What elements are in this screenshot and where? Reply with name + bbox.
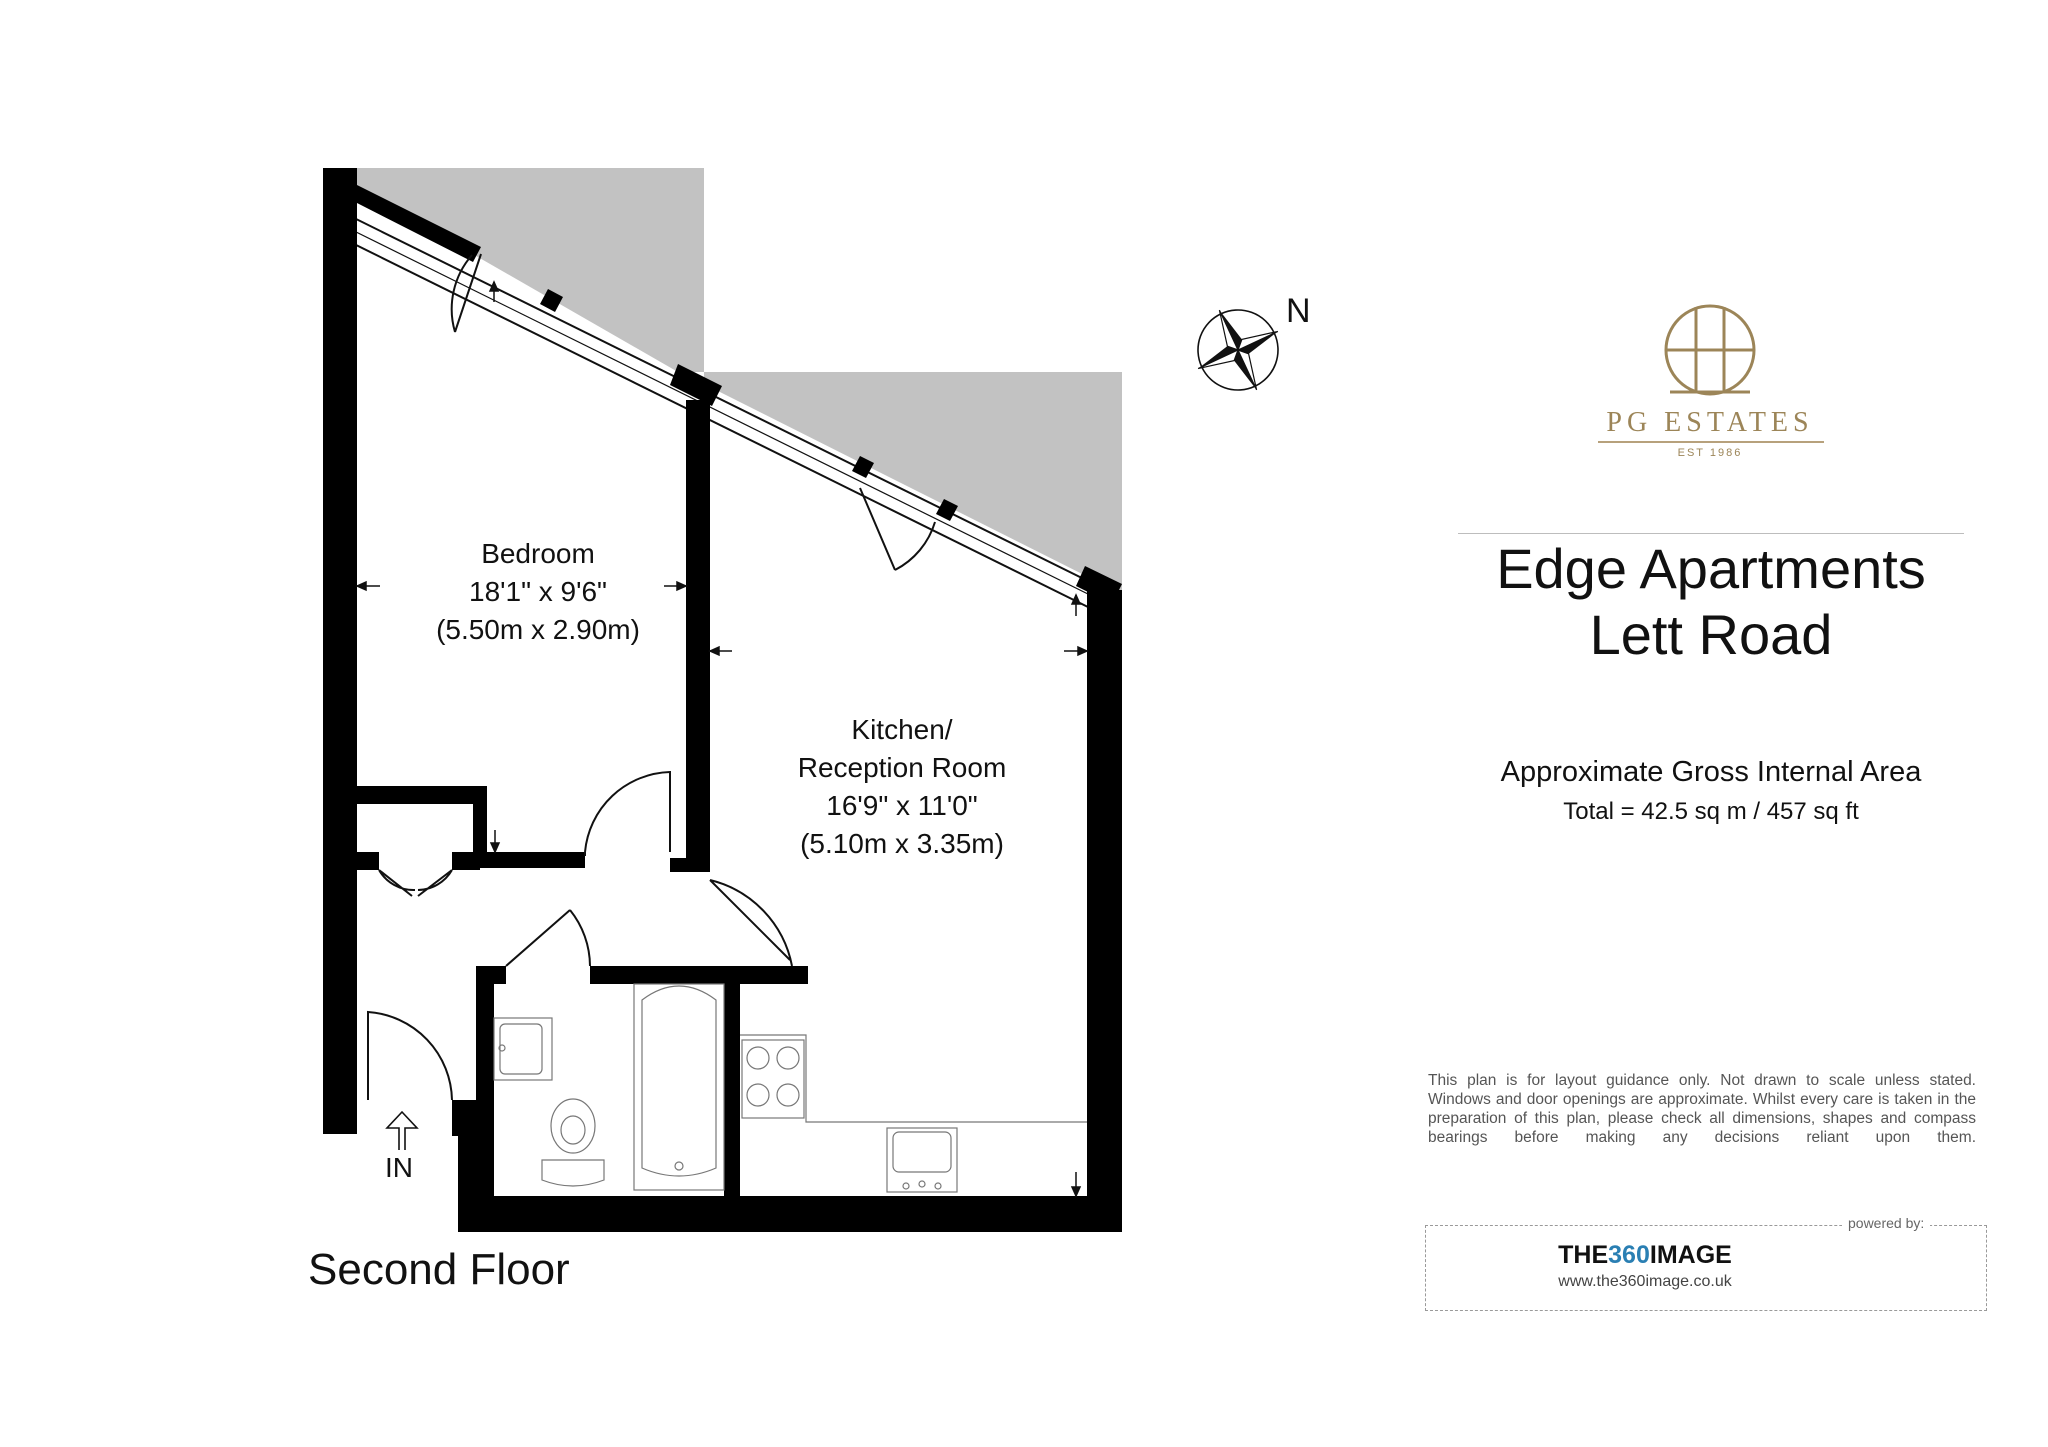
brand-established: EST 1986 [1677, 447, 1743, 459]
bedroom-door [585, 772, 670, 856]
brand-divider [1598, 441, 1824, 443]
east-wall [1087, 590, 1122, 1232]
walls [323, 168, 1122, 1232]
floor-label: Second Floor [308, 1245, 570, 1294]
partition-wall [686, 400, 710, 872]
kitchen-label [742, 711, 1062, 863]
bathroom-fittings [494, 984, 724, 1190]
south-wall [458, 1196, 1122, 1232]
area-heading: Approximate Gross Internal Area [1500, 756, 1922, 788]
entrance-jamb [452, 1100, 474, 1136]
bathroom-door [506, 910, 590, 966]
exterior-area-east [704, 372, 1122, 594]
cupboard-wall-top [357, 786, 487, 804]
property-title [1420, 536, 2002, 668]
toilet [551, 1099, 595, 1153]
powered-by-label: powered by: [1842, 1215, 1930, 1231]
bathroom-wall-right [724, 966, 740, 1216]
entrance-door [368, 1012, 452, 1100]
brand-prefix: THE [1558, 1241, 1609, 1269]
kitchen-size-metric: (5.10m x 3.35m) [800, 828, 1004, 859]
cupboard-door-right [418, 870, 452, 896]
kitchen-units [740, 1035, 1087, 1192]
kitchen-name-line2: Reception Room [797, 752, 1007, 783]
area-total: Total = 42.5 sq m / 457 sq ft [1563, 798, 1859, 825]
bedroom-size-metric: (5.50m x 2.90m) [436, 614, 640, 645]
kitchen-sink [887, 1128, 957, 1192]
hob [742, 1040, 804, 1118]
powered-by-brand [1425, 1241, 1865, 1270]
bedroom-label [388, 535, 688, 649]
powered-by-url: www.the360image.co.uk [1558, 1273, 1732, 1290]
brand-highlight: 360 [1608, 1241, 1650, 1269]
brand-logo-icon [1590, 300, 1830, 470]
kitchen-name-line1: Kitchen/ [851, 714, 953, 745]
bedroom-size-imperial: 18'1" x 9'6" [469, 576, 607, 607]
compass-rose [1180, 292, 1297, 409]
cupboard-door-left [379, 870, 415, 896]
disclaimer-text: This plan is for layout guidance only. Not drawn to scale unless stated. Windows and door openings are approximate. Whilst every care is taken in the preparation of this plan, please check all dimensions, shapes and compass bearings before making any decisions reliant upon them. [1428, 1072, 1976, 1146]
bathtub [634, 984, 724, 1190]
basin [494, 1018, 552, 1080]
property-title-line1: Edge Apartments [1496, 537, 1926, 600]
property-title-line2: Lett Road [1589, 603, 1833, 666]
title-divider [1458, 533, 1964, 534]
brand-suffix: IMAGE [1649, 1241, 1732, 1269]
north-label: N [1286, 292, 1311, 330]
bedroom-name: Bedroom [481, 538, 595, 569]
entrance-arrow [387, 1112, 417, 1150]
entrance-label: IN [385, 1152, 413, 1183]
kitchen-size-imperial: 16'9" x 11'0" [826, 790, 978, 821]
brand-name: PG ESTATES [1606, 407, 1814, 438]
kitchen-door [710, 880, 792, 966]
